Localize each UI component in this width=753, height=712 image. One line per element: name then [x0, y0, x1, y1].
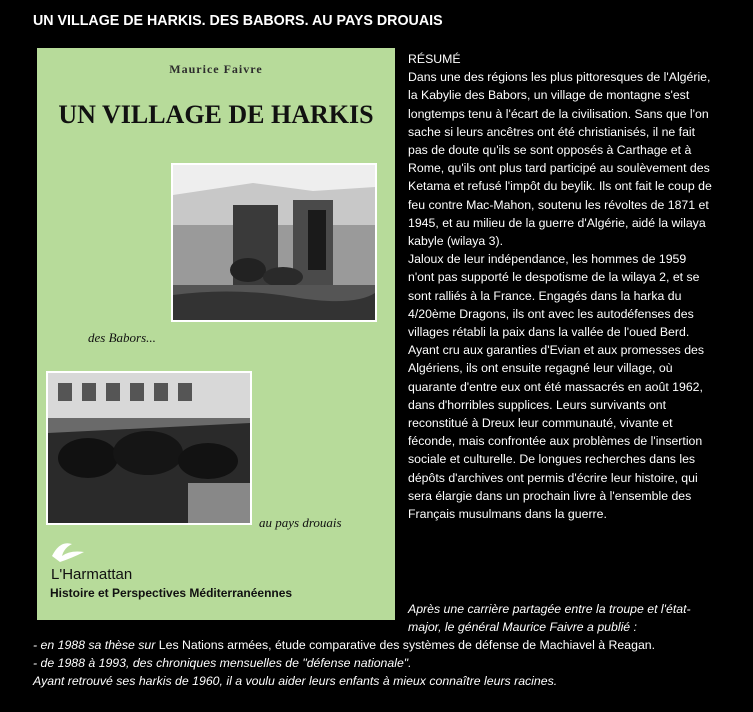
bio-line-1-rest: Les Nations armées, étude comparative des systèmes de défense de Machiavel à Reagan.: [158, 638, 656, 652]
bio-line-3: Ayant retrouvé ses harkis de 1960, il a voulu aider leurs enfants à mieux connaître leurs racines.: [33, 674, 558, 689]
bio-line-1-prefix: - en 1988 sa thèse sur: [33, 638, 159, 652]
cover-subtitle-babors: des Babors...: [88, 330, 156, 345]
page-title: UN VILLAGE DE HARKIS. DES BABORS. AU PAYS DROUAIS: [33, 12, 443, 29]
summary-paragraph-1: Dans une des régions les plus pittoresques de l'Algérie, la Kabylie des Babors, un village de montagne s'est longtemps tenu à l'écart de la civilisation. Sans que l'on sache si leurs ancêtres ont été christianisés, il ne fait pas de doute qu'ils se sont opposés à Carthage et à Rome, qu'ils ont plus tard participé au soulèvement des Ketama et refusé l'impôt du beylik. Ils ont fait le coup de feu contre Mac-Mahon, soutenu les révoltes de 1871 et 1945, et au milieu de la guerre d'Algérie, aidé la wilaya kabyle (wilaya 3).: [408, 70, 712, 249]
summary-paragraph-2: Jaloux de leur indépendance, les hommes de 1959 n'ont pas supporté le despotisme de la wilaya 2, et se sont ralliés à la France. Engagés dans la harka du 4/20ème Dragons, ils ont avec les autodéfenses des villages rétabli la paix dans la vallée de l'oued Berd. Ayant cru aux garanties d'Evian et aux promesses des Algériens, ils ont ensuite regagné leur village, où quarante d'entre eux ont été massacrés en août 1962, dans d'horribles supplices. Leurs survivants ont reconstitué à Dreux leur communauté, vivante et féconde, mais confrontée aux problèmes de l'insertion sociale et culturelle. De longues recherches dans les dépôts d'archives ont permis d'écrire leur histoire, qui sera élargie dans un prochain livre à l'ensemble des Français musulmans dans la guerre.: [408, 252, 705, 522]
cover-photo-group: [46, 371, 252, 525]
bio-line-1: [33, 636, 733, 654]
bio-list: [33, 636, 733, 691]
group-photo-image: [48, 373, 250, 523]
bio-line-2: - de 1988 à 1993, des chroniques mensuelles de "défense nationale".: [33, 656, 412, 671]
cover-title: UN VILLAGE DE HARKIS: [58, 100, 374, 129]
summary-heading: RÉSUMÉ: [408, 52, 461, 66]
cover-subtitle-drouais: au pays drouais: [259, 515, 342, 530]
cover-collection: Histoire et Perspectives Méditerranéennes: [50, 586, 293, 600]
cover-author: Maurice Faivre: [169, 62, 263, 76]
harmattan-bird-logo-icon: [50, 536, 86, 566]
cover-publisher: L'Harmattan: [51, 566, 133, 583]
village-photo-image: [173, 165, 375, 320]
summary-section: [408, 50, 713, 523]
cover-photo-village: [171, 163, 377, 322]
bio-lead: Après une carrière partagée entre la troupe et l'état-major, le général Maurice Faivre a publié :: [408, 602, 691, 635]
book-cover: [37, 48, 395, 620]
